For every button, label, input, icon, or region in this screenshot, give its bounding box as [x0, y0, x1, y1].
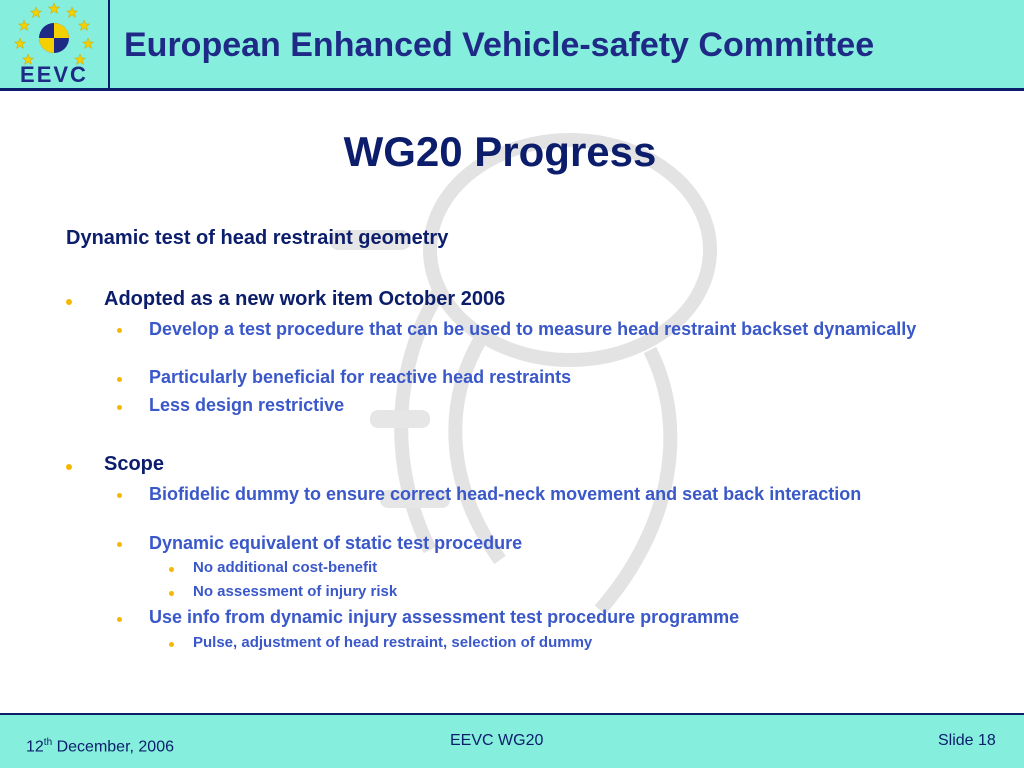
footer-date: 12th December, 2006 [26, 737, 174, 756]
bullet-icon [117, 542, 122, 547]
slide-number: Slide 18 [938, 732, 996, 749]
list-item: Less design restrictive [149, 395, 345, 415]
slide-title: WG20 Progress [343, 128, 657, 175]
footer-divider [0, 713, 1024, 715]
eevc-logo-icon [0, 0, 108, 88]
bullet-icon [169, 591, 174, 596]
bullet-icon [66, 299, 72, 305]
sub-list-item: Pulse, adjustment of head restraint, selection of dummy [193, 634, 593, 651]
eevc-logo [0, 0, 110, 88]
svg-text:EEVC: EEVC [20, 62, 88, 87]
list-item: Particularly beneficial for reactive head restraints [149, 367, 572, 387]
list-item: Develop a test procedure that can be used to measure head restraint backset dynamically [149, 319, 917, 339]
bullet-icon [169, 642, 174, 647]
bullet-icon [169, 567, 174, 572]
bullet-icon [117, 377, 122, 382]
list-item: Use info from dynamic injury assessment test procedure programme [149, 607, 740, 627]
list-item: Biofidelic dummy to ensure correct head-neck movement and seat back interaction [149, 484, 862, 504]
slide-subtitle: Dynamic test of head restraint geometry [66, 227, 449, 249]
section-heading: Adopted as a new work item October 2006 [104, 288, 506, 310]
bullet-icon [117, 493, 122, 498]
bullet-icon [117, 617, 122, 622]
footer-center: EEVC WG20 [450, 732, 544, 749]
section-heading: Scope [104, 453, 165, 475]
bullet-icon [117, 328, 122, 333]
sub-list-item: No additional cost-benefit [193, 559, 378, 576]
organization-title: European Enhanced Vehicle-safety Committee [124, 26, 875, 64]
bullet-icon [117, 405, 122, 410]
header-divider [0, 88, 1024, 91]
sub-list-item: No assessment of injury risk [193, 583, 398, 600]
bullet-icon [66, 464, 72, 470]
list-item: Dynamic equivalent of static test procedure [149, 533, 523, 553]
